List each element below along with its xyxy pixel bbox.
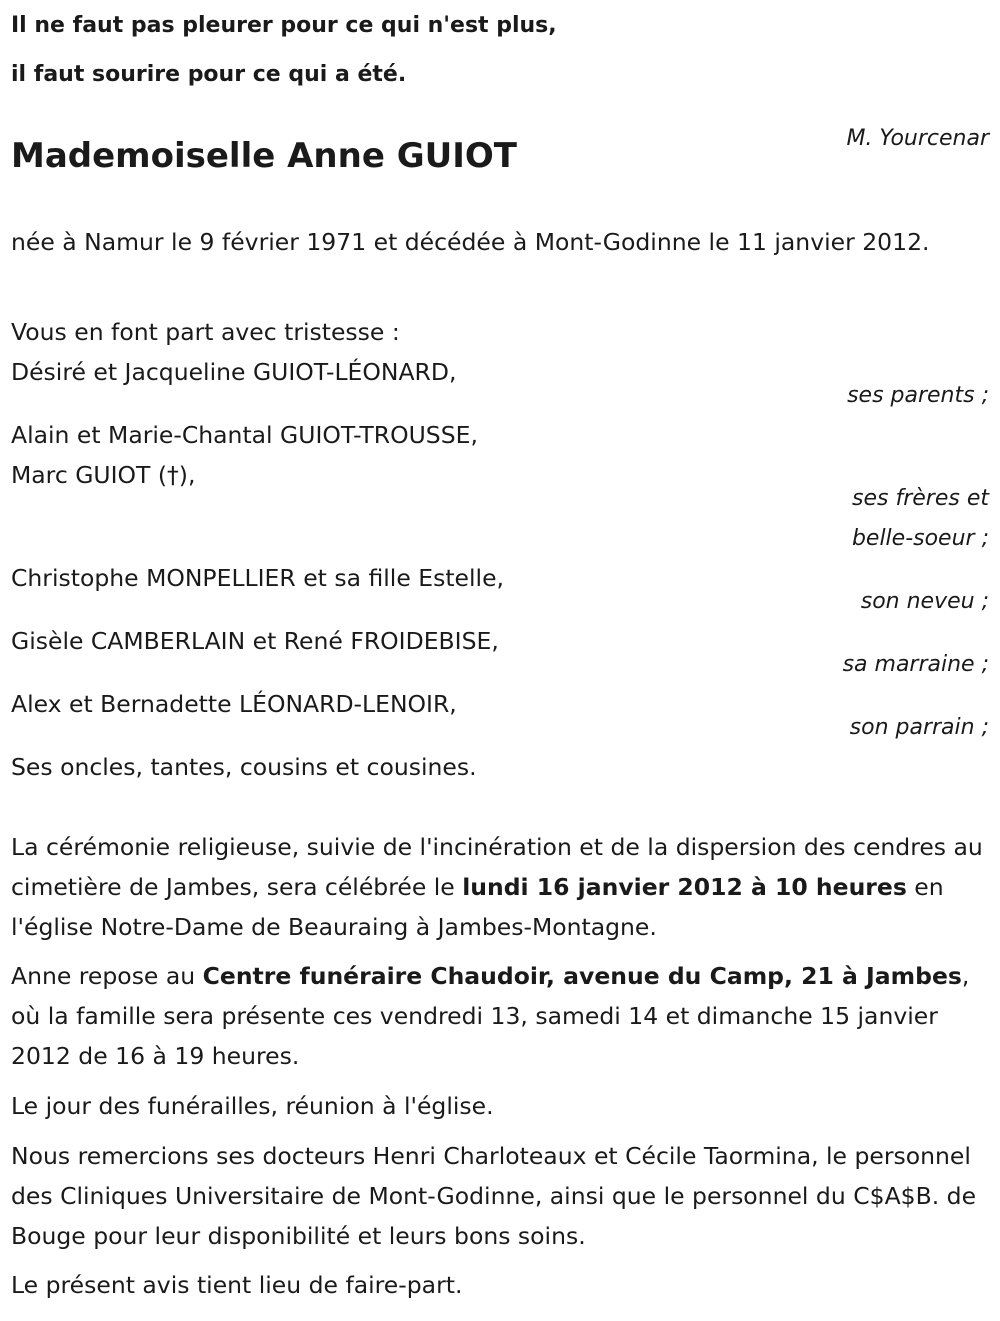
birth-death-dates: née à Namur le 9 février 1971 et décédée à Mont-Godinne le 11 janvier 2012. (11, 228, 930, 256)
role-parents: ses parents ; (847, 383, 989, 408)
deceased-name: Mademoiselle Anne GUIOT (11, 136, 517, 176)
family-godmother: Gisèle CAMBERLAIN et René FROIDEBISE, (11, 627, 499, 655)
family-brother-1: Alain et Marie-Chantal GUIOT-TROUSSE, (11, 421, 478, 449)
repose-text-1: Anne repose au (11, 962, 203, 990)
ceremony-date-time: lundi 16 janvier 2012 à 10 heures (462, 873, 907, 901)
repose-text-2: , où la famille sera présente ces vendredi 13, samedi 14 et dimanche 15 janvier 2012 de 16 à 19 heures. (11, 962, 970, 1070)
role-godfather: son parrain ; (849, 715, 989, 740)
funeral-day-note: Le jour des funérailles, réunion à l'église. (11, 1092, 494, 1120)
family-brother-2: Marc GUIOT (†), (11, 461, 196, 489)
ceremony-text-1: La cérémonie religieuse, suivie de l'incinération et de la dispersion des cendres au cimetière de Jambes, sera célébrée le (11, 833, 983, 901)
family-nephew: Christophe MONPELLIER et sa fille Estelle, (11, 564, 504, 592)
quote-line-2: il faut sourire pour ce qui a été. (11, 62, 407, 87)
family-godfather: Alex et Bernadette LÉONARD-LENOIR, (11, 690, 457, 718)
repose-location: Centre funéraire Chaudoir, avenue du Camp, 21 à Jambes (202, 962, 962, 990)
ceremony-text-2: en l'église Notre-Dame de Beauraing à Jambes-Montagne. (11, 873, 944, 941)
family-parents: Désiré et Jacqueline GUIOT-LÉONARD, (11, 358, 457, 386)
announcement-intro: Vous en font part avec tristesse : (11, 318, 400, 346)
thanks-paragraph: Nous remercions ses docteurs Henri Charloteaux et Cécile Taormina, le personnel des Cliniques Universitaire de Mont-Godinne, ainsi que le personnel du C$A$B. de Bouge pour leur disponibilité et leurs bons soins. (11, 1142, 977, 1250)
quote-author: M. Yourcenar (846, 126, 989, 151)
role-godmother: sa marraine ; (842, 652, 989, 677)
repose-paragraph (11, 956, 989, 1076)
role-nephew: son neveu ; (860, 589, 989, 614)
ceremony-paragraph (11, 827, 989, 947)
closing-note: Le présent avis tient lieu de faire-part. (11, 1271, 463, 1299)
role-siblings-line-1: ses frères et (852, 486, 989, 511)
quote-line-1: Il ne faut pas pleurer pour ce qui n'est plus, (11, 13, 557, 38)
role-siblings-line-2: belle-soeur ; (851, 526, 989, 551)
family-extended: Ses oncles, tantes, cousins et cousines. (11, 753, 477, 781)
